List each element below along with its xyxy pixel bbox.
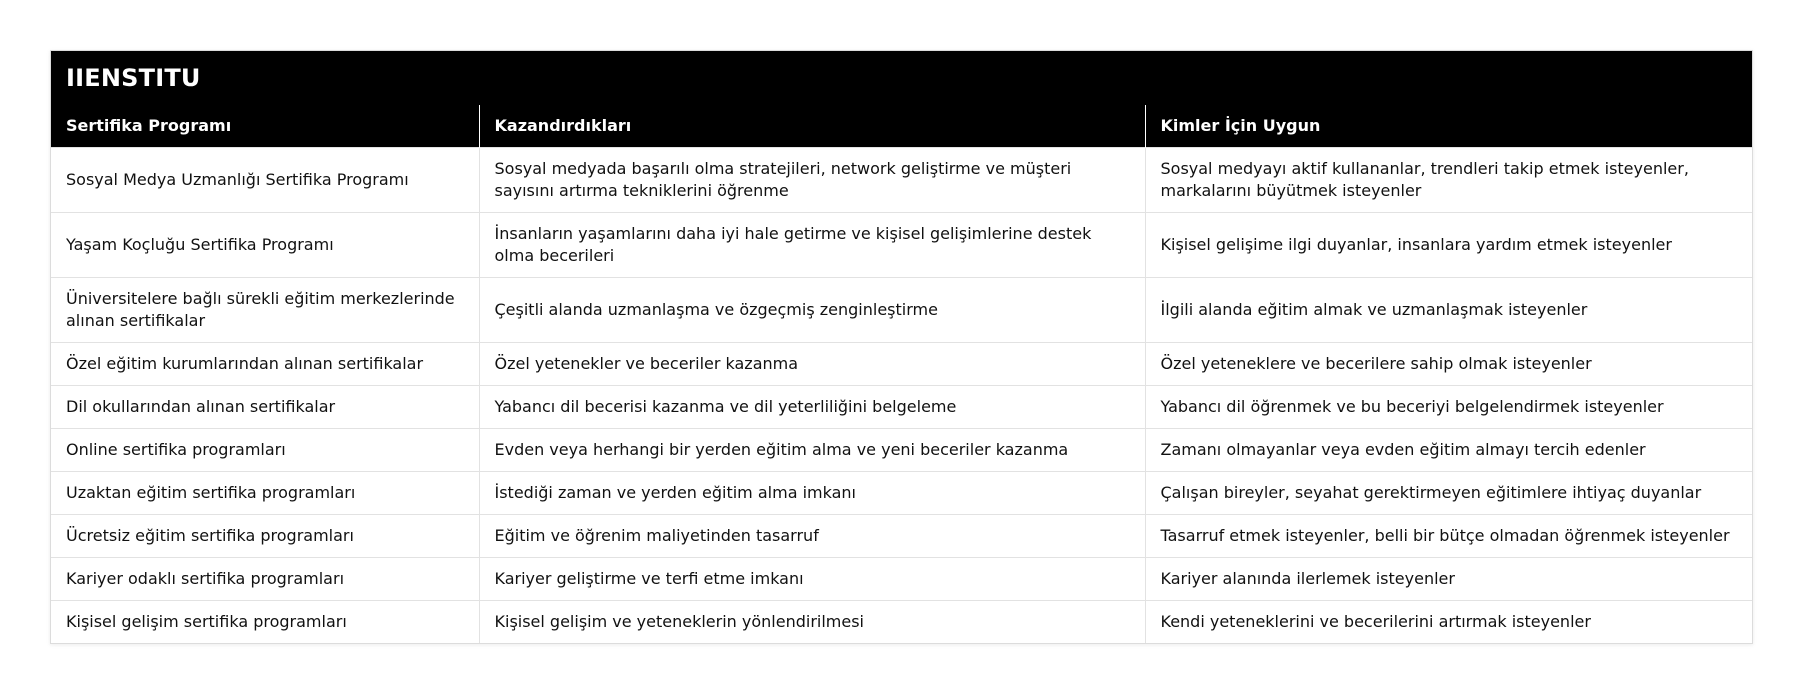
benefits-cell: Kariyer geliştirme ve terfi etme imkanı xyxy=(479,557,1145,600)
benefits-cell: Kişisel gelişim ve yeteneklerin yönlendirilmesi xyxy=(479,600,1145,643)
program-cell: Ücretsiz eğitim sertifika programları xyxy=(51,514,479,557)
table-row xyxy=(51,147,1752,212)
program-cell: Uzaktan eğitim sertifika programları xyxy=(51,471,479,514)
benefits-cell: Eğitim ve öğrenim maliyetinden tasarruf xyxy=(479,514,1145,557)
program-cell: Online sertifika programları xyxy=(51,428,479,471)
brand-title: IIENSTITU xyxy=(51,51,1752,105)
audience-cell: Sosyal medyayı aktif kullananlar, trendleri takip etmek isteyenler, markalarını büyütmek isteyenler xyxy=(1145,147,1752,212)
certificate-table-card xyxy=(50,50,1753,644)
program-cell: Kişisel gelişim sertifika programları xyxy=(51,600,479,643)
program-cell: Sosyal Medya Uzmanlığı Sertifika Programı xyxy=(51,147,479,212)
column-header-benefits: Kazandırdıkları xyxy=(479,105,1145,147)
benefits-cell: Evden veya herhangi bir yerden eğitim alma ve yeni beceriler kazanma xyxy=(479,428,1145,471)
audience-cell: Çalışan bireyler, seyahat gerektirmeyen eğitimlere ihtiyaç duyanlar xyxy=(1145,471,1752,514)
audience-cell: Kişisel gelişime ilgi duyanlar, insanlara yardım etmek isteyenler xyxy=(1145,212,1752,277)
table-row xyxy=(51,342,1752,385)
audience-cell: Tasarruf etmek isteyenler, belli bir bütçe olmadan öğrenmek isteyenler xyxy=(1145,514,1752,557)
benefits-cell: Sosyal medyada başarılı olma stratejileri, network geliştirme ve müşteri sayısını artırma tekniklerini öğrenme xyxy=(479,147,1145,212)
program-cell: Yaşam Koçluğu Sertifika Programı xyxy=(51,212,479,277)
column-header-program: Sertifika Programı xyxy=(51,105,479,147)
benefits-cell: İnsanların yaşamlarını daha iyi hale getirme ve kişisel gelişimlerine destek olma becerileri xyxy=(479,212,1145,277)
audience-cell: Kariyer alanında ilerlemek isteyenler xyxy=(1145,557,1752,600)
program-cell: Özel eğitim kurumlarından alınan sertifikalar xyxy=(51,342,479,385)
table-row xyxy=(51,600,1752,643)
column-header-audience: Kimler İçin Uygun xyxy=(1145,105,1752,147)
audience-cell: İlgili alanda eğitim almak ve uzmanlaşmak isteyenler xyxy=(1145,277,1752,342)
certificate-table xyxy=(51,105,1752,643)
table-row xyxy=(51,212,1752,277)
audience-cell: Yabancı dil öğrenmek ve bu beceriyi belgelendirmek isteyenler xyxy=(1145,385,1752,428)
table-row xyxy=(51,385,1752,428)
table-header-row xyxy=(51,105,1752,147)
audience-cell: Özel yeteneklere ve becerilere sahip olmak isteyenler xyxy=(1145,342,1752,385)
audience-cell: Kendi yeteneklerini ve becerilerini artırmak isteyenler xyxy=(1145,600,1752,643)
program-cell: Dil okullarından alınan sertifikalar xyxy=(51,385,479,428)
benefits-cell: İstediği zaman ve yerden eğitim alma imkanı xyxy=(479,471,1145,514)
benefits-cell: Çeşitli alanda uzmanlaşma ve özgeçmiş zenginleştirme xyxy=(479,277,1145,342)
table-row xyxy=(51,277,1752,342)
table-row xyxy=(51,557,1752,600)
program-cell: Kariyer odaklı sertifika programları xyxy=(51,557,479,600)
table-row xyxy=(51,428,1752,471)
table-row xyxy=(51,471,1752,514)
benefits-cell: Özel yetenekler ve beceriler kazanma xyxy=(479,342,1145,385)
program-cell: Üniversitelere bağlı sürekli eğitim merkezlerinde alınan sertifikalar xyxy=(51,277,479,342)
benefits-cell: Yabancı dil becerisi kazanma ve dil yeterliliğini belgeleme xyxy=(479,385,1145,428)
table-row xyxy=(51,514,1752,557)
audience-cell: Zamanı olmayanlar veya evden eğitim almayı tercih edenler xyxy=(1145,428,1752,471)
